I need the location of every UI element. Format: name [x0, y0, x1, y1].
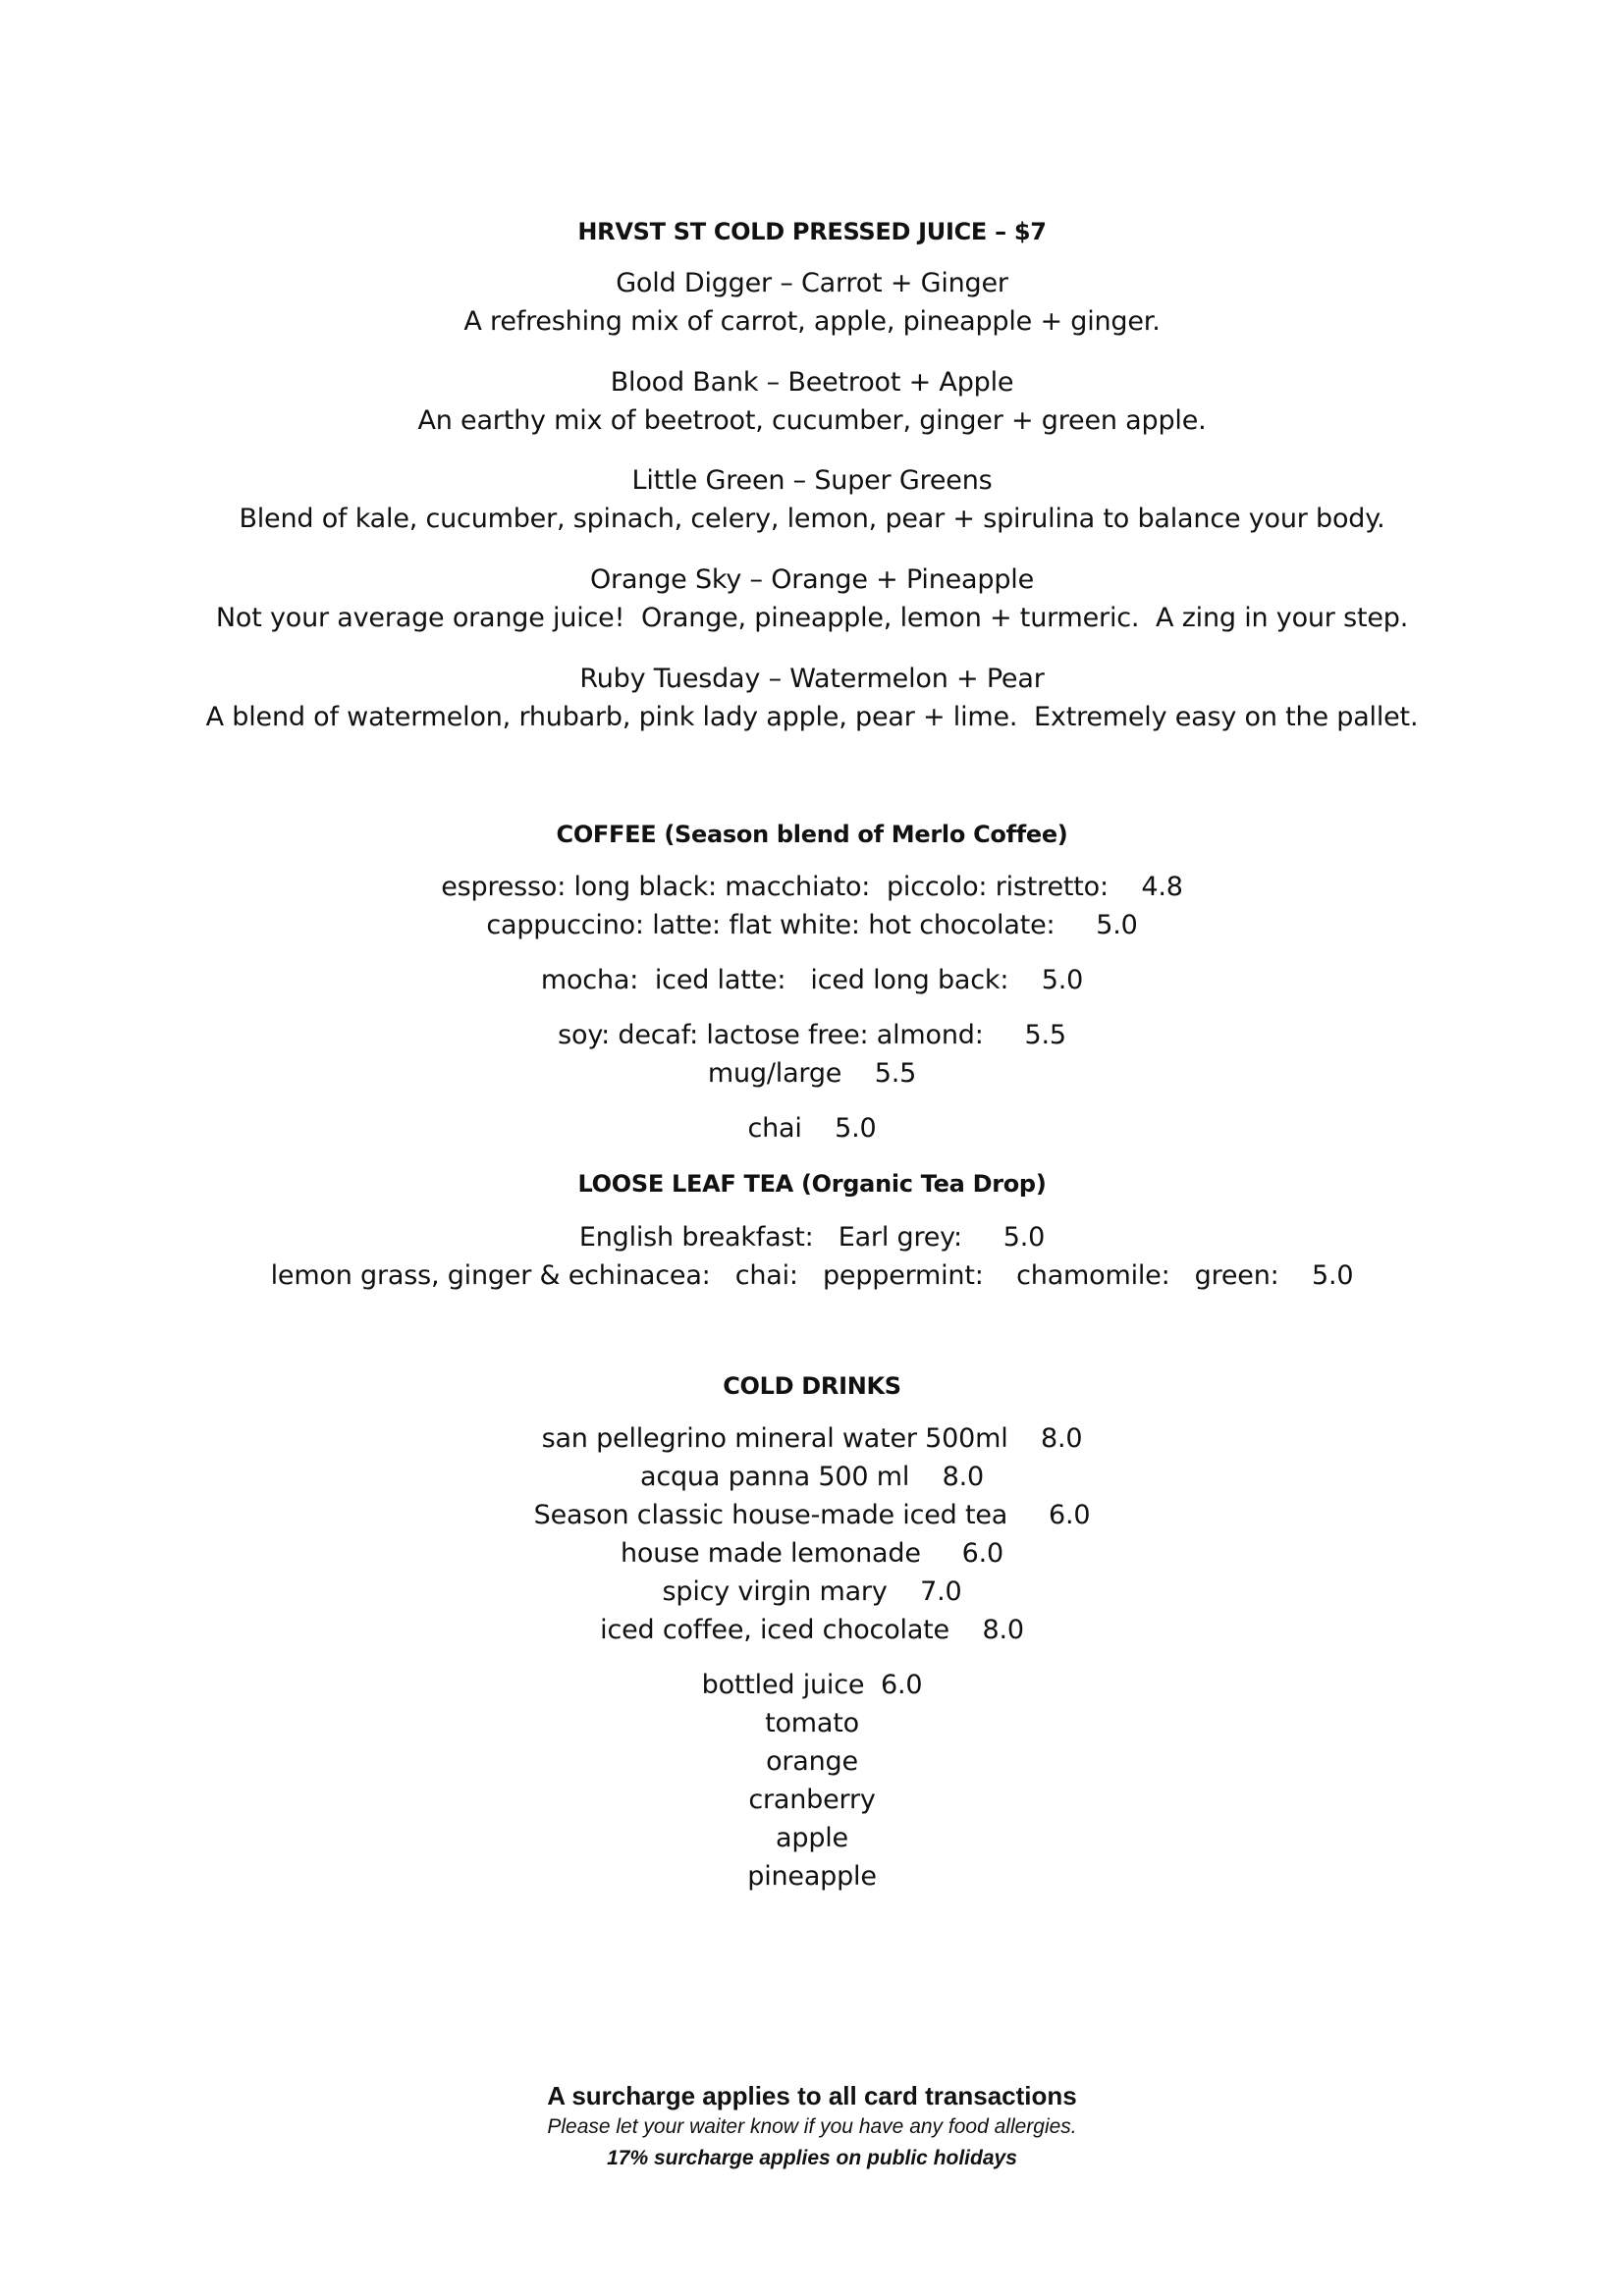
surcharge-notice: A surcharge applies to all card transactions [547, 2081, 1077, 2110]
coffee-line: chai 5.0 [747, 1113, 877, 1144]
juice-heading: HRVST ST COLD PRESSED JUICE – $7 [577, 218, 1047, 245]
bottled-juice-option: cranberry [748, 1785, 876, 1815]
coffee-line: mug/large 5.5 [707, 1058, 917, 1089]
juice-item-desc: An earthy mix of beetroot, cucumber, ginger + green apple. [417, 405, 1207, 436]
juice-item-desc: A refreshing mix of carrot, apple, pineapple + ginger. [463, 306, 1161, 337]
coffee-line: cappuccino: latte: flat white: hot chocolate: 5.0 [486, 910, 1138, 940]
cold-drink-line: iced coffee, iced chocolate 8.0 [600, 1615, 1024, 1645]
bottled-juice-option: apple [776, 1823, 848, 1853]
bottled-juice-option: orange [766, 1746, 858, 1777]
coffee-line: soy: decaf: lactose free: almond: 5.5 [558, 1020, 1066, 1050]
holiday-surcharge-note: 17% surcharge applies on public holidays [607, 2147, 1017, 2169]
juice-item-desc: A blend of watermelon, rhubarb, pink lady apple, pear + lime. Extremely easy on the pallet. [205, 702, 1419, 732]
bottled-juice-line: bottled juice 6.0 [701, 1670, 923, 1700]
cold-drink-line: acqua panna 500 ml 8.0 [640, 1462, 984, 1492]
tea-line: lemon grass, ginger & echinacea: chai: peppermint: chamomile: green: 5.0 [270, 1260, 1354, 1291]
juice-item-desc: Blend of kale, cucumber, spinach, celery, lemon, pear + spirulina to balance your body. [239, 504, 1385, 534]
cold-drink-line: Season classic house-made iced tea 6.0 [533, 1500, 1091, 1530]
cold-drink-line: spicy virgin mary 7.0 [662, 1576, 962, 1607]
coffee-line: espresso: long black: macchiato: piccolo: ristretto: 4.8 [441, 872, 1183, 902]
juice-item-name: Little Green – Super Greens [631, 465, 993, 496]
bottled-juice-option: pineapple [747, 1861, 877, 1892]
juice-item-name: Gold Digger – Carrot + Ginger [616, 268, 1008, 298]
juice-item-name: Orange Sky – Orange + Pineapple [590, 564, 1034, 595]
allergy-note: Please let your waiter know if you have any food allergies. [547, 2115, 1077, 2138]
cold-drinks-heading: COLD DRINKS [723, 1372, 901, 1400]
coffee-line: mocha: iced latte: iced long back: 5.0 [540, 965, 1084, 995]
tea-heading: LOOSE LEAF TEA (Organic Tea Drop) [577, 1170, 1047, 1198]
bottled-juice-option: tomato [765, 1708, 859, 1738]
juice-item-desc: Not your average orange juice! Orange, pineapple, lemon + turmeric. A zing in your step. [215, 603, 1409, 633]
coffee-heading: COFFEE (Season blend of Merlo Coffee) [556, 821, 1068, 848]
tea-line: English breakfast: Earl grey: 5.0 [578, 1222, 1046, 1253]
juice-item-name: Blood Bank – Beetroot + Apple [610, 367, 1014, 398]
cold-drink-line: house made lemonade 6.0 [621, 1538, 1003, 1569]
cold-drink-line: san pellegrino mineral water 500ml 8.0 [541, 1423, 1083, 1454]
juice-item-name: Ruby Tuesday – Watermelon + Pear [579, 664, 1045, 694]
